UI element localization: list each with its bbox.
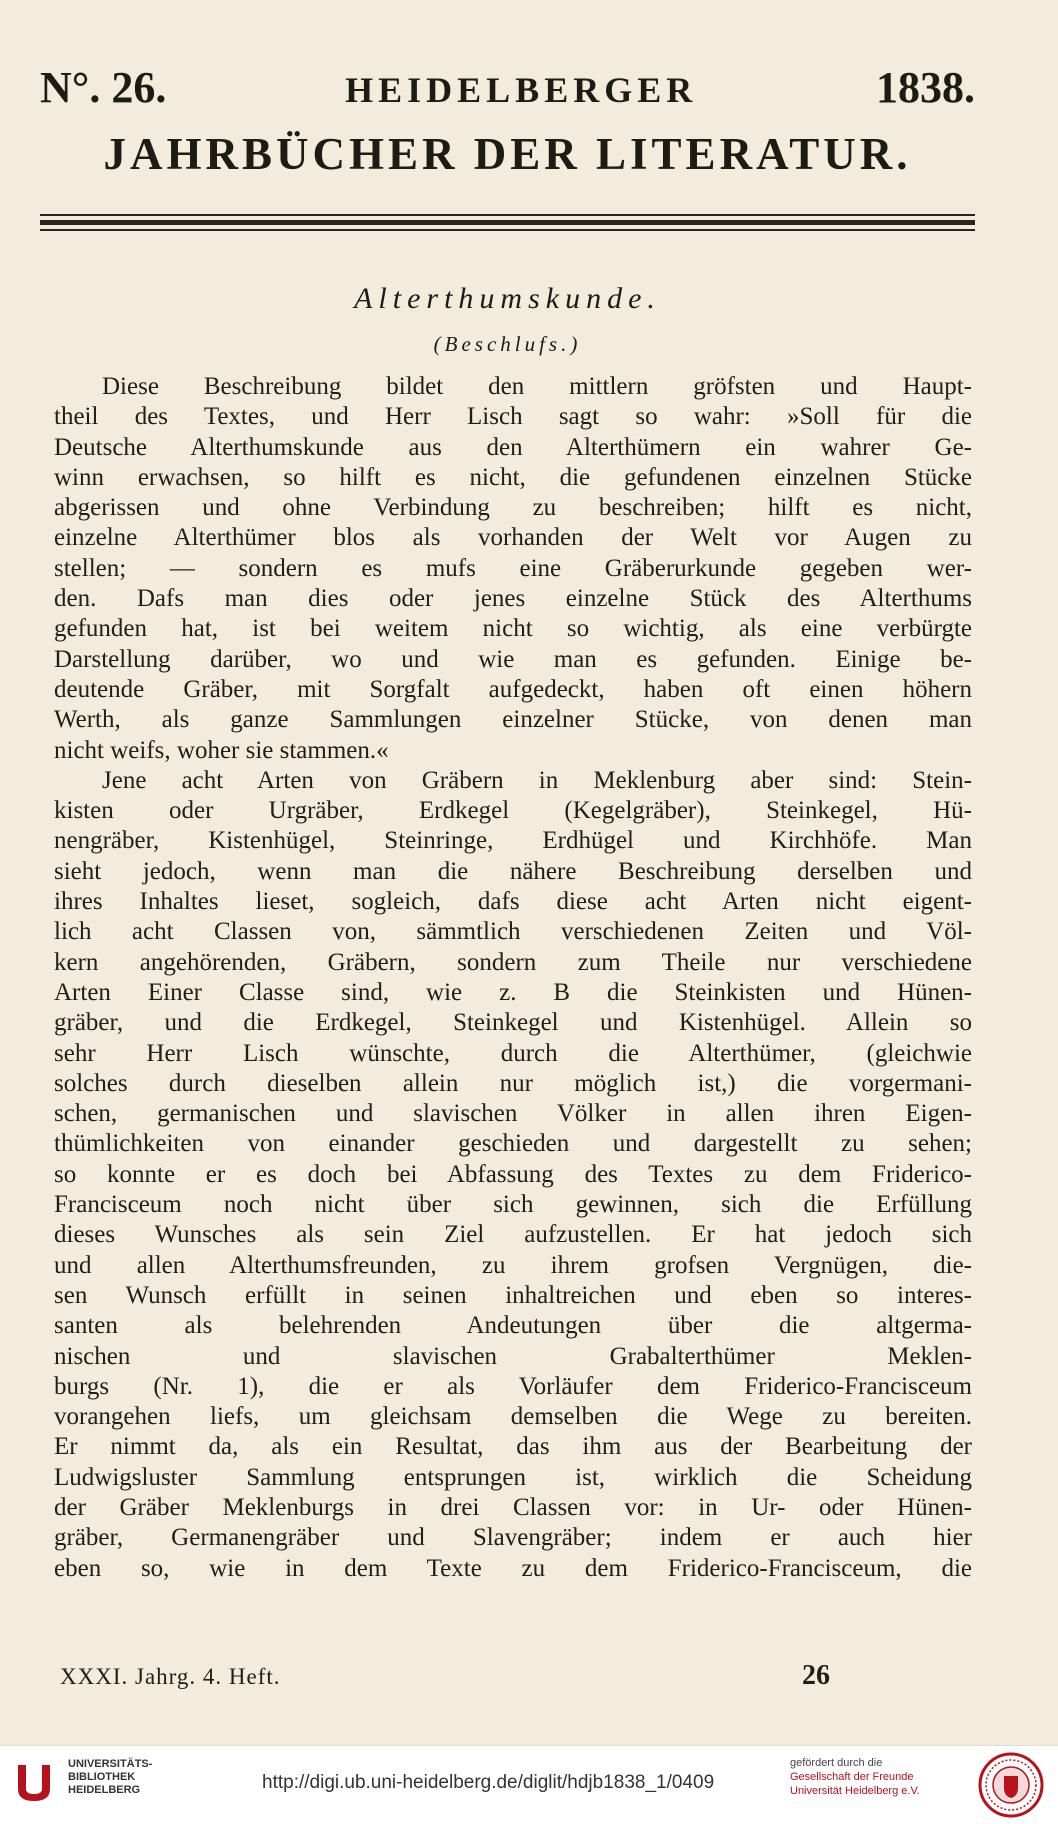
body-line: Deutsche Alterthumskunde aus den Alterthümern ein wahrer Ge- — [54, 433, 972, 461]
body-line: gräber, Germanengräber und Slavengräber; indem er auch hier — [54, 1524, 972, 1552]
body-line: den. Dafs man dies oder jenes einzelne Stück des Alterthums — [54, 585, 972, 613]
body-line: thümlichkeiten von einander geschieden und dargestellt zu sehen; — [54, 1130, 972, 1158]
ub-logo-line3: HEIDELBERG — [68, 1784, 141, 1796]
issue-number: N°. 26. — [40, 63, 167, 112]
body-line: winn erwachsen, so hilft es nicht, die gefundenen einzelnen Stücke — [54, 463, 972, 491]
body-line: so konnte er es doch bei Abfassung des Textes zu dem Friderico- — [54, 1160, 972, 1188]
issue-year: 1838. — [875, 63, 975, 112]
body-line: solches durch dieselben allein nur möglich ist,) die vorgermani- — [54, 1069, 972, 1097]
body-line: sen Wunsch erfüllt in seinen inhaltreichen und eben so interes- — [54, 1281, 972, 1309]
body-line: nischen und slavischen Grabalterthümer Meklen- — [54, 1342, 972, 1370]
header-rule-bottom — [40, 229, 975, 231]
body-line: ihres Inhaltes lieset, sogleich, dafs diese acht Arten nicht eigent- — [54, 888, 972, 916]
body-line: vorangehen liefs, um gleichsam demselben die Wege zu bereiten. — [54, 1403, 972, 1431]
body-line: Er nimmt da, als ein Resultat, das ihm aus der Bearbeitung der — [54, 1433, 972, 1461]
body-line: gefunden hat, ist bei weitem nicht so wichtig, als eine verbürgte — [54, 615, 972, 643]
footer-signature: 26 — [802, 1660, 830, 1691]
ub-logo-line1: UNIVERSITÄTS- — [68, 1758, 153, 1770]
permalink-url[interactable]: http://digi.ub.uni-heidelberg.de/diglit/hdjb1838_1/0409 — [262, 1772, 715, 1793]
body-line: der Gräber Meklenburgs in drei Classen vor: in Ur- oder Hünen- — [54, 1493, 972, 1521]
body-line: abgerissen und ohne Verbindung zu beschreiben; hilft es nicht, — [54, 494, 972, 522]
body-line: Darstellung darüber, wo und wie man es gefunden. Einige be- — [54, 645, 972, 673]
body-line: sieht jedoch, wenn man die nähere Beschreibung derselben und — [54, 857, 972, 885]
body-line: kern angehörenden, Gräbern, sondern zum Theile nur verschiedene — [54, 948, 972, 976]
journal-name: HEIDELBERGER — [345, 70, 698, 110]
body-line: Francisceum noch nicht über sich gewinnen, sich die Erfüllung — [54, 1191, 972, 1219]
body-line: einzelne Alterthümer blos als vorhanden der Welt vor Augen zu — [54, 524, 972, 552]
sponsor-line3: Universität Heidelberg e.V. — [790, 1785, 920, 1797]
masthead — [40, 62, 975, 113]
ub-logo-line2: BIBLIOTHEK — [68, 1771, 136, 1783]
body-line: deutende Gräber, mit Sorgfalt aufgedeckt, haben oft einen höhern — [54, 675, 972, 703]
footer-journal-info: XXXI. Jahrg. 4. Heft. — [60, 1664, 281, 1689]
body-line: Ludwigsluster Sammlung entsprungen ist, wirklich die Scheidung — [54, 1463, 972, 1491]
body-line: Werth, als ganze Sammlungen einzelner Stücke, von denen man — [54, 706, 972, 734]
body-line: Diese Beschreibung bildet den mittlern gröfsten und Haupt- — [102, 373, 972, 400]
body-line: sehr Herr Lisch wünschte, durch die Alterthümer, (gleichwie — [54, 1039, 972, 1067]
body-line: und allen Alterthumsfreunden, zu ihrem grofsen Vergnügen, die- — [54, 1251, 972, 1279]
body-line: stellen; — sondern es mufs eine Gräberurkunde gegeben wer- — [54, 554, 972, 582]
body-line: theil des Textes, und Herr Lisch sagt so wahr: »Soll für die — [54, 403, 972, 431]
header-rule-thick — [40, 220, 975, 225]
sponsor-line1: gefördert durch die — [790, 1757, 883, 1769]
body-line: nengräber, Kistenhügel, Steinringe, Erdhügel und Kirchhöfe. Man — [54, 827, 972, 855]
body-line: burgs (Nr. 1), die er als Vorläufer dem Friderico-Francisceum — [54, 1372, 972, 1400]
body-line: eben so, wie in dem Texte zu dem Friderico-Francisceum, die — [54, 1554, 972, 1582]
ub-logo-text — [68, 1758, 152, 1797]
section-subtitle: (Beschlufs.) — [433, 332, 582, 356]
body-line: Arten Einer Classe sind, wie z. B die Steinkisten und Hünen- — [54, 978, 972, 1006]
university-seal-icon — [978, 1752, 1044, 1818]
journal-subtitle: JAHRBÜCHER DER LITERATUR. — [103, 129, 912, 179]
body-line: Jene acht Arten von Gräbern in Meklenburg aber sind: Stein- — [102, 766, 972, 794]
sponsor-line2: Gesellschaft der Freunde — [790, 1771, 914, 1783]
library-footer-bar — [0, 1745, 1058, 1824]
body-line: dieses Wunsches als sein Ziel aufzustellen. Er hat jedoch sich — [54, 1221, 972, 1249]
body-line: lich acht Classen von, sämmtlich verschiedenen Zeiten und Völ- — [54, 918, 972, 946]
body-text — [54, 372, 972, 1584]
body-line: schen, germanischen und slavischen Völker in allen ihren Eigen- — [54, 1100, 972, 1128]
body-line: santen als belehrenden Andeutungen über die altgerma- — [54, 1312, 972, 1340]
body-line: kisten oder Urgräber, Erdkegel (Kegelgräber), Steinkegel, Hü- — [54, 797, 972, 825]
ub-logo-icon — [10, 1759, 58, 1807]
header-rule-top — [40, 214, 975, 216]
body-line: gräber, und die Erdkegel, Steinkegel und Kistenhügel. Allein so — [54, 1009, 972, 1037]
page-footer — [60, 1660, 830, 1692]
sponsor-text — [790, 1756, 952, 1798]
section-title: Alterthumskunde. — [354, 282, 661, 315]
body-line: nicht weifs, woher sie stammen.« — [54, 736, 389, 764]
